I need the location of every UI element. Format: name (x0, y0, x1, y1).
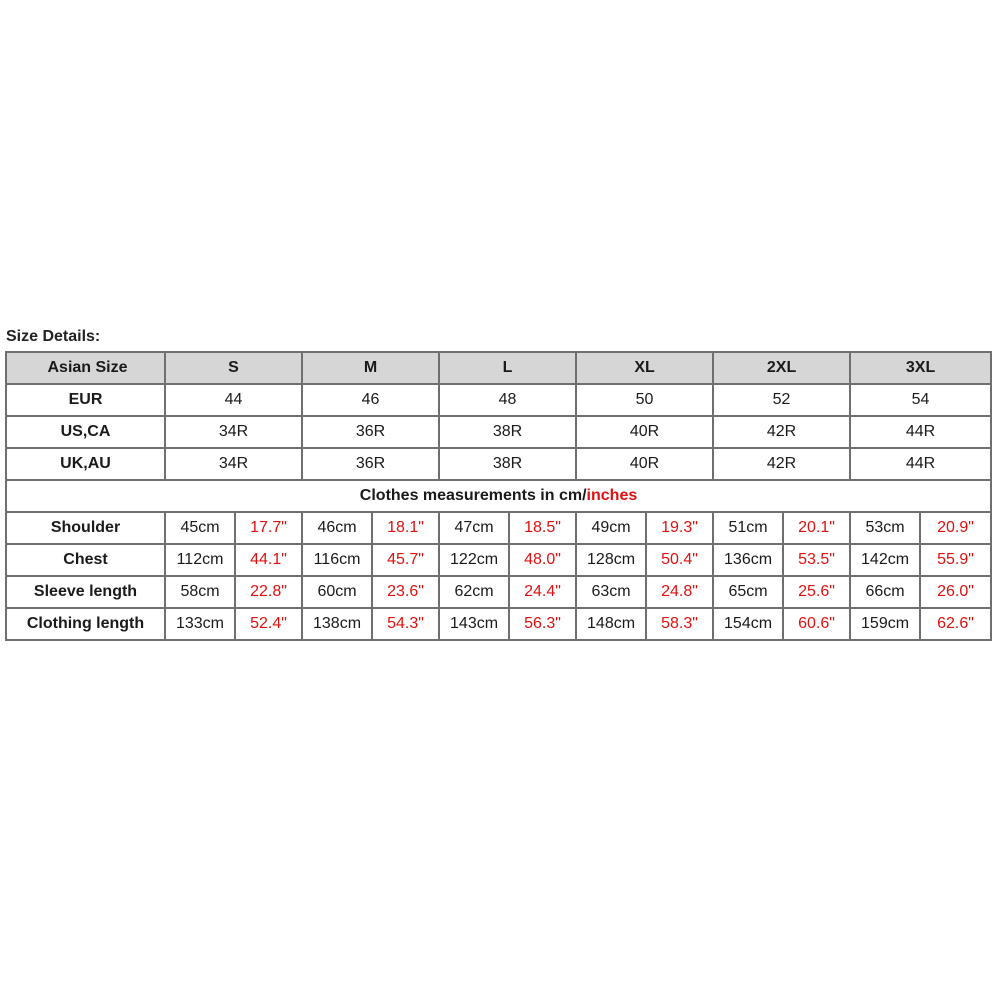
measurement-row-sleeve-length (6, 576, 991, 608)
cm-cell: 46cm (302, 512, 372, 544)
size-details-title: Size Details: (6, 328, 101, 345)
measurement-row-shoulder (6, 512, 991, 544)
inch-cell: 48.0" (509, 544, 576, 576)
cm-cell: 154cm (713, 608, 783, 640)
cm-cell: 148cm (576, 608, 646, 640)
row-label: Clothing length (6, 608, 165, 640)
inch-cell: 58.3" (646, 608, 713, 640)
inch-cell: 54.3" (372, 608, 439, 640)
inch-cell: 17.7" (235, 512, 302, 544)
row-label: Sleeve length (6, 576, 165, 608)
cm-cell: 51cm (713, 512, 783, 544)
inch-cell: 53.5" (783, 544, 850, 576)
cm-cell: 66cm (850, 576, 920, 608)
measurements-section-heading (6, 480, 991, 512)
inch-cell: 20.1" (783, 512, 850, 544)
inch-cell: 18.1" (372, 512, 439, 544)
table-cell: 34R (165, 416, 302, 448)
cm-cell: 128cm (576, 544, 646, 576)
size-chart-table (5, 351, 992, 641)
row-label: Shoulder (6, 512, 165, 544)
inch-cell: 19.3" (646, 512, 713, 544)
inch-cell: 22.8" (235, 576, 302, 608)
table-cell: 44R (850, 448, 991, 480)
cm-cell: 136cm (713, 544, 783, 576)
table-cell: 38R (439, 416, 576, 448)
table-cell: 38R (439, 448, 576, 480)
inch-cell: 55.9" (920, 544, 991, 576)
table-cell: 46 (302, 384, 439, 416)
measurement-row-clothing-length (6, 608, 991, 640)
inch-cell: 25.6" (783, 576, 850, 608)
cm-cell: 63cm (576, 576, 646, 608)
size-header-l: L (439, 352, 576, 384)
cm-cell: 142cm (850, 544, 920, 576)
inch-cell: 23.6" (372, 576, 439, 608)
inch-cell: 52.4" (235, 608, 302, 640)
cm-cell: 143cm (439, 608, 509, 640)
table-cell: 44 (165, 384, 302, 416)
inch-cell: 18.5" (509, 512, 576, 544)
cm-cell: 62cm (439, 576, 509, 608)
conversion-row-eur (6, 384, 991, 416)
cm-cell: 49cm (576, 512, 646, 544)
cm-cell: 45cm (165, 512, 235, 544)
row-label: EUR (6, 384, 165, 416)
cm-cell: 138cm (302, 608, 372, 640)
inch-cell: 24.8" (646, 576, 713, 608)
table-cell: 40R (576, 448, 713, 480)
table-cell: 44R (850, 416, 991, 448)
cm-cell: 133cm (165, 608, 235, 640)
cm-cell: 60cm (302, 576, 372, 608)
size-header-3xl: 3XL (850, 352, 991, 384)
table-cell: 48 (439, 384, 576, 416)
table-cell: 54 (850, 384, 991, 416)
cm-cell: 159cm (850, 608, 920, 640)
conversion-row-us-ca (6, 416, 991, 448)
size-header-xl: XL (576, 352, 713, 384)
inch-cell: 44.1" (235, 544, 302, 576)
row-label: Chest (6, 544, 165, 576)
table-cell: 42R (713, 448, 850, 480)
table-cell: 52 (713, 384, 850, 416)
cm-cell: 122cm (439, 544, 509, 576)
inch-cell: 20.9" (920, 512, 991, 544)
cm-cell: 116cm (302, 544, 372, 576)
conversion-row-uk-au (6, 448, 991, 480)
table-cell: 36R (302, 416, 439, 448)
table-cell: 42R (713, 416, 850, 448)
size-header-s: S (165, 352, 302, 384)
inch-cell: 24.4" (509, 576, 576, 608)
asian-size-label: Asian Size (6, 352, 165, 384)
inch-cell: 45.7" (372, 544, 439, 576)
table-cell: 40R (576, 416, 713, 448)
inch-cell: 60.6" (783, 608, 850, 640)
measurement-row-chest (6, 544, 991, 576)
table-cell: 50 (576, 384, 713, 416)
cm-cell: 53cm (850, 512, 920, 544)
section-text: Clothes measurements in cm/ (359, 487, 587, 504)
cm-cell: 58cm (165, 576, 235, 608)
size-header-m: M (302, 352, 439, 384)
cm-cell: 47cm (439, 512, 509, 544)
measurements-section-row (6, 480, 991, 512)
row-label: UK,AU (6, 448, 165, 480)
cm-cell: 112cm (165, 544, 235, 576)
size-header-2xl: 2XL (713, 352, 850, 384)
inch-cell: 56.3" (509, 608, 576, 640)
section-highlight: inches (586, 487, 638, 504)
inch-cell: 62.6" (920, 608, 991, 640)
inch-cell: 26.0" (920, 576, 991, 608)
cm-cell: 65cm (713, 576, 783, 608)
inch-cell: 50.4" (646, 544, 713, 576)
size-header-row (6, 352, 991, 384)
table-cell: 34R (165, 448, 302, 480)
table-cell: 36R (302, 448, 439, 480)
row-label: US,CA (6, 416, 165, 448)
